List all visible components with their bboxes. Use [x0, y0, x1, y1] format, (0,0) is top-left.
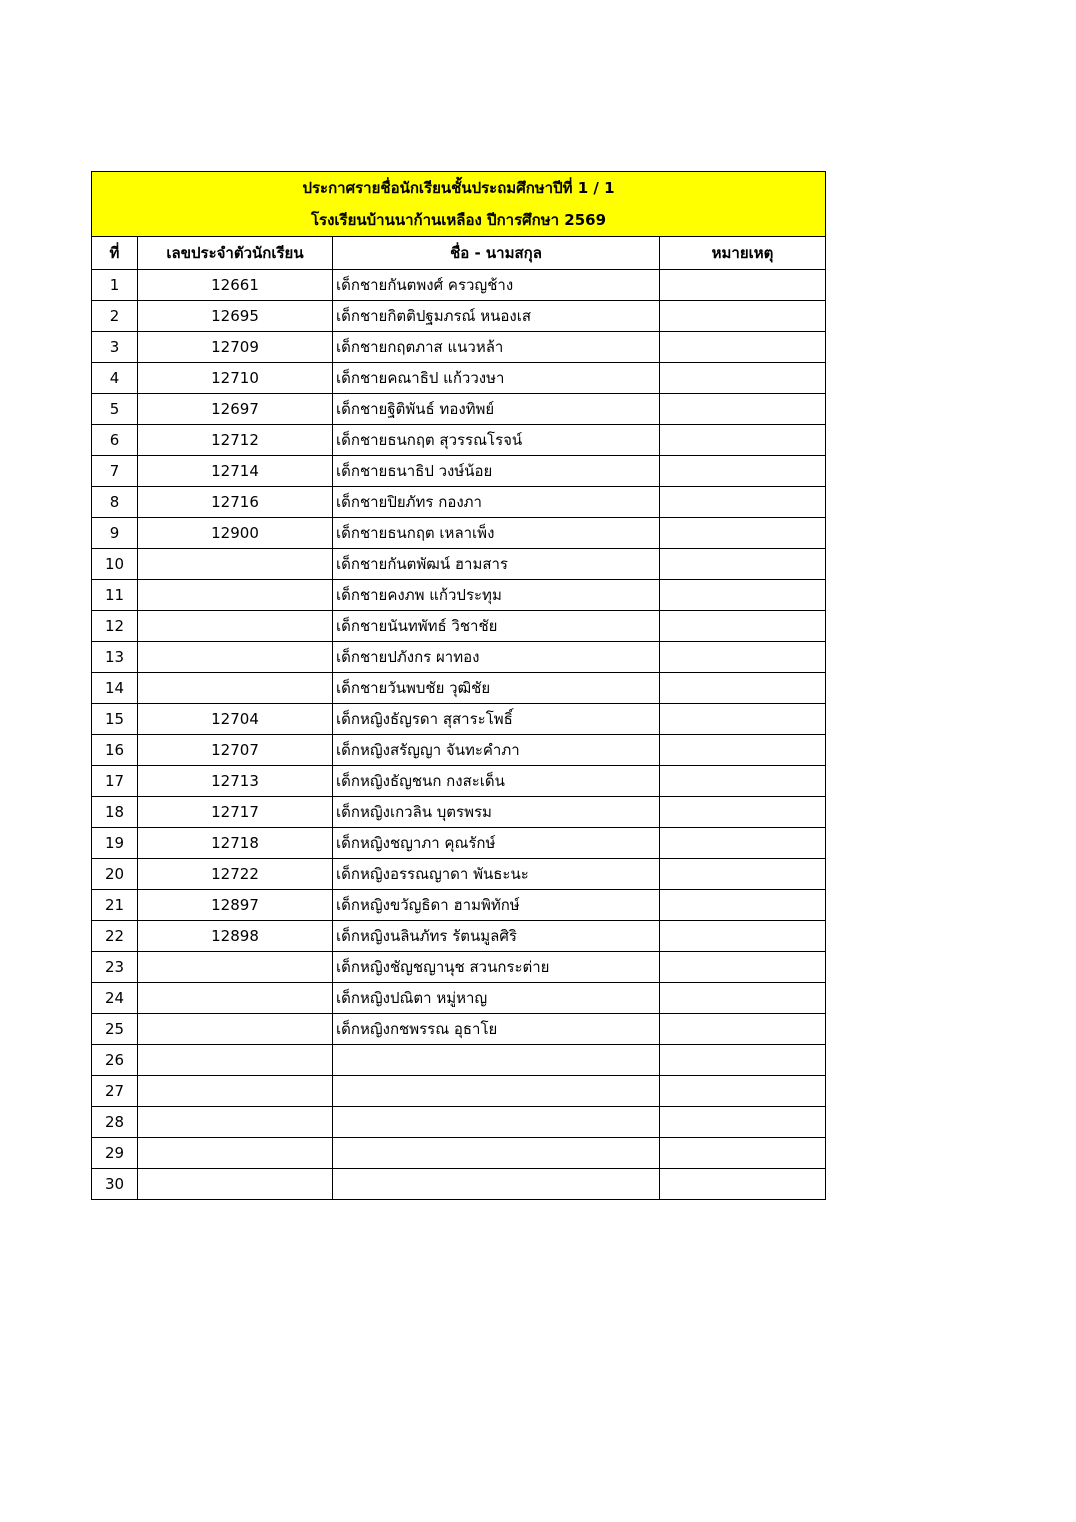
student-id: 12722	[138, 859, 333, 890]
student-name: เด็กหญิงขวัญธิดา ฮามพิทักษ์	[333, 890, 660, 921]
row-number: 9	[92, 518, 138, 549]
table-row	[92, 1076, 826, 1107]
student-id	[138, 1138, 333, 1169]
student-name: เด็กชายกันตพัฒน์ ฮามสาร	[333, 549, 660, 580]
student-id: 12704	[138, 704, 333, 735]
student-id	[138, 1169, 333, 1200]
note	[660, 952, 826, 983]
note	[660, 518, 826, 549]
student-name: เด็กชายปภังกร ผาทอง	[333, 642, 660, 673]
note	[660, 983, 826, 1014]
student-id: 12717	[138, 797, 333, 828]
row-number: 6	[92, 425, 138, 456]
note	[660, 921, 826, 952]
student-name: เด็กชายคงภพ แก้วประทุม	[333, 580, 660, 611]
note	[660, 890, 826, 921]
table-row	[92, 890, 826, 921]
title-line-2: โรงเรียนบ้านนาก้านเหลือง ปีการศึกษา 2569	[92, 204, 826, 237]
row-number: 20	[92, 859, 138, 890]
row-number: 11	[92, 580, 138, 611]
table-row	[92, 394, 826, 425]
student-id	[138, 642, 333, 673]
note	[660, 1045, 826, 1076]
student-id	[138, 983, 333, 1014]
note	[660, 425, 826, 456]
table-row	[92, 487, 826, 518]
row-number: 17	[92, 766, 138, 797]
note	[660, 1014, 826, 1045]
row-number: 19	[92, 828, 138, 859]
student-name: เด็กชายธนาธิป วงษ์น้อย	[333, 456, 660, 487]
student-name: เด็กชายกฤตภาส แนวหล้า	[333, 332, 660, 363]
student-name: เด็กชายธนกฤต เหลาเพ็ง	[333, 518, 660, 549]
note	[660, 611, 826, 642]
table-row	[92, 1138, 826, 1169]
row-number: 4	[92, 363, 138, 394]
row-number: 16	[92, 735, 138, 766]
student-name: เด็กหญิงธัญชนก กงสะเด็น	[333, 766, 660, 797]
student-id: 12709	[138, 332, 333, 363]
student-id: 12710	[138, 363, 333, 394]
row-number: 29	[92, 1138, 138, 1169]
student-id: 12718	[138, 828, 333, 859]
note	[660, 1138, 826, 1169]
row-number: 2	[92, 301, 138, 332]
student-name	[333, 1138, 660, 1169]
table-row	[92, 270, 826, 301]
student-id	[138, 611, 333, 642]
note	[660, 704, 826, 735]
header-student-id: เลขประจำตัวนักเรียน	[138, 237, 333, 270]
table-row	[92, 580, 826, 611]
table-row	[92, 518, 826, 549]
row-number: 26	[92, 1045, 138, 1076]
student-name	[333, 1169, 660, 1200]
row-number: 12	[92, 611, 138, 642]
note	[660, 332, 826, 363]
row-number: 23	[92, 952, 138, 983]
student-name	[333, 1107, 660, 1138]
table-row	[92, 1107, 826, 1138]
row-number: 30	[92, 1169, 138, 1200]
row-number: 3	[92, 332, 138, 363]
table-row	[92, 735, 826, 766]
row-number: 15	[92, 704, 138, 735]
table-row	[92, 673, 826, 704]
note	[660, 270, 826, 301]
table-row	[92, 704, 826, 735]
header-no: ที่	[92, 237, 138, 270]
table-row	[92, 425, 826, 456]
student-id	[138, 952, 333, 983]
note	[660, 394, 826, 425]
table-row	[92, 1045, 826, 1076]
note	[660, 301, 826, 332]
note	[660, 642, 826, 673]
student-name: เด็กชายฐิติพันธ์ ทองทิพย์	[333, 394, 660, 425]
student-id: 12712	[138, 425, 333, 456]
table-row	[92, 549, 826, 580]
note	[660, 1107, 826, 1138]
row-number: 27	[92, 1076, 138, 1107]
note	[660, 828, 826, 859]
row-number: 28	[92, 1107, 138, 1138]
student-id: 12697	[138, 394, 333, 425]
student-id	[138, 549, 333, 580]
student-id: 12661	[138, 270, 333, 301]
student-name: เด็กหญิงชัญชญานุช สวนกระต่าย	[333, 952, 660, 983]
table-row	[92, 642, 826, 673]
student-id: 12898	[138, 921, 333, 952]
student-name: เด็กหญิงปณิตา หมู่หาญ	[333, 983, 660, 1014]
header-name: ชื่อ - นามสกุล	[333, 237, 660, 270]
student-id	[138, 673, 333, 704]
table-row	[92, 363, 826, 394]
table-row	[92, 983, 826, 1014]
student-name	[333, 1045, 660, 1076]
student-id	[138, 580, 333, 611]
note	[660, 859, 826, 890]
table-row	[92, 766, 826, 797]
note	[660, 735, 826, 766]
row-number: 5	[92, 394, 138, 425]
row-number: 10	[92, 549, 138, 580]
note	[660, 580, 826, 611]
student-list-table	[91, 171, 826, 1200]
row-number: 25	[92, 1014, 138, 1045]
student-id	[138, 1076, 333, 1107]
header-note: หมายเหตุ	[660, 237, 826, 270]
row-number: 7	[92, 456, 138, 487]
student-name: เด็กหญิงธัญรดา สุสาระโพธิ์	[333, 704, 660, 735]
note	[660, 766, 826, 797]
student-id	[138, 1045, 333, 1076]
student-id: 12713	[138, 766, 333, 797]
student-name: เด็กชายธนกฤต สุวรรณโรจน์	[333, 425, 660, 456]
table-row	[92, 797, 826, 828]
row-number: 1	[92, 270, 138, 301]
table-row	[92, 1169, 826, 1200]
student-name: เด็กหญิงกชพรรณ อุธาโย	[333, 1014, 660, 1045]
row-number: 18	[92, 797, 138, 828]
note	[660, 673, 826, 704]
student-name: เด็กหญิงสรัญญา จันทะคำภา	[333, 735, 660, 766]
student-id: 12900	[138, 518, 333, 549]
row-number: 24	[92, 983, 138, 1014]
student-name: เด็กชายวันพบชัย วุฒิชัย	[333, 673, 660, 704]
row-number: 13	[92, 642, 138, 673]
note	[660, 797, 826, 828]
table-row	[92, 611, 826, 642]
table-row	[92, 921, 826, 952]
student-id: 12707	[138, 735, 333, 766]
student-id	[138, 1107, 333, 1138]
note	[660, 456, 826, 487]
table-row	[92, 828, 826, 859]
student-name: เด็กชายกิตติปฐมภรณ์ หนองเส	[333, 301, 660, 332]
student-name: เด็กชายนันทพัทธ์ วิชาชัย	[333, 611, 660, 642]
table-row	[92, 301, 826, 332]
table-row	[92, 859, 826, 890]
row-number: 14	[92, 673, 138, 704]
student-id	[138, 1014, 333, 1045]
row-number: 21	[92, 890, 138, 921]
student-id: 12714	[138, 456, 333, 487]
note	[660, 363, 826, 394]
student-id: 12897	[138, 890, 333, 921]
student-name: เด็กหญิงนลินภัทร รัตนมูลศิริ	[333, 921, 660, 952]
student-id: 12716	[138, 487, 333, 518]
row-number: 8	[92, 487, 138, 518]
note	[660, 1076, 826, 1107]
student-name	[333, 1076, 660, 1107]
student-id: 12695	[138, 301, 333, 332]
title-line-1: ประกาศรายชื่อนักเรียนชั้นประถมศึกษาปีที่ 1 / 1	[92, 172, 826, 205]
note	[660, 1169, 826, 1200]
table-row	[92, 332, 826, 363]
note	[660, 487, 826, 518]
row-number: 22	[92, 921, 138, 952]
student-name: เด็กหญิงชญาภา คุณรักษ์	[333, 828, 660, 859]
student-name: เด็กหญิงอรรณญาดา พันธะนะ	[333, 859, 660, 890]
table-row	[92, 952, 826, 983]
note	[660, 549, 826, 580]
table-row	[92, 1014, 826, 1045]
table-row	[92, 456, 826, 487]
header-row	[92, 237, 826, 270]
student-name: เด็กชายคณาธิป แก้ววงษา	[333, 363, 660, 394]
student-name: เด็กชายกันตพงศ์ ครวญช้าง	[333, 270, 660, 301]
student-name: เด็กชายปิยภัทร กองภา	[333, 487, 660, 518]
student-name: เด็กหญิงเกวลิน บุตรพรม	[333, 797, 660, 828]
